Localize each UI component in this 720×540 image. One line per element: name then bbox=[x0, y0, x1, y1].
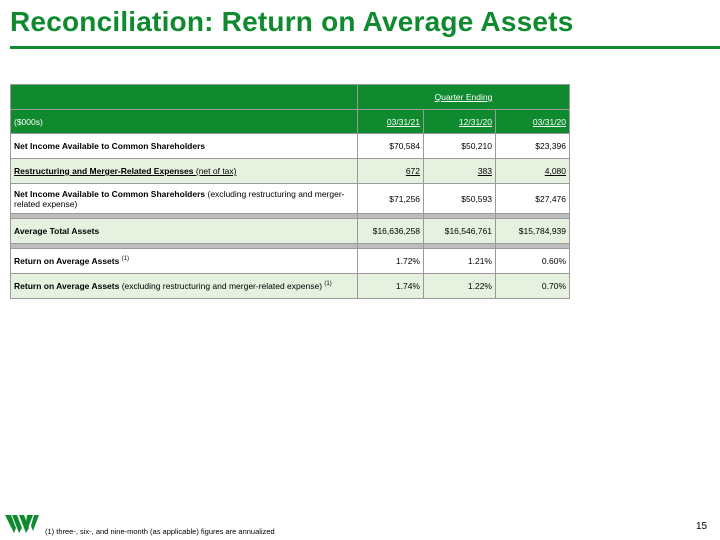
header-blank-cell bbox=[11, 85, 358, 110]
row-value: 672 bbox=[358, 159, 424, 184]
header-unit-label: ($000s) bbox=[11, 110, 358, 134]
footnote-ref: (1) bbox=[324, 281, 332, 288]
row-label: Net Income Available to Common Shareholders (excluding restructuring and merger-related expense) bbox=[11, 184, 358, 214]
row-value: $50,210 bbox=[424, 134, 496, 159]
title-divider bbox=[10, 46, 720, 49]
row-value: $27,476 bbox=[496, 184, 570, 214]
footnote-ref: (1) bbox=[121, 256, 130, 263]
row-value: 1.72% bbox=[358, 249, 424, 274]
row-value: $23,396 bbox=[496, 134, 570, 159]
table-header-row bbox=[11, 110, 570, 134]
row-value: 1.22% bbox=[424, 274, 496, 299]
row-label: Return on Average Assets (excluding restructuring and merger-related expense) $^{(1)}$ bbox=[11, 274, 358, 299]
row-label: Return on Average Assets $^{(1)}$ bbox=[11, 249, 358, 274]
header-quarter-ending: Quarter Ending bbox=[358, 85, 570, 110]
table-header-group-row bbox=[11, 85, 570, 110]
table-row bbox=[11, 184, 570, 214]
wintrust-w-logo-icon bbox=[4, 512, 40, 536]
row-label: Average Total Assets bbox=[11, 219, 358, 244]
row-label: Restructuring and Merger-Related Expenses (net of tax) bbox=[11, 159, 358, 184]
row-value: 0.60% bbox=[496, 249, 570, 274]
header-period-2: 12/31/20 bbox=[424, 110, 496, 134]
row-value: 1.21% bbox=[424, 249, 496, 274]
row-value: 0.70% bbox=[496, 274, 570, 299]
row-value: 1.74% bbox=[358, 274, 424, 299]
header-period-1: 03/31/21 bbox=[358, 110, 424, 134]
row-value: $16,636,258 bbox=[358, 219, 424, 244]
row-value: 383 bbox=[424, 159, 496, 184]
table-row bbox=[11, 274, 570, 299]
row-value: $71,256 bbox=[358, 184, 424, 214]
header-period-3: 03/31/20 bbox=[496, 110, 570, 134]
footnote-text: (1) three-, six-, and nine-month (as applicable) figures are annualized bbox=[45, 527, 275, 536]
table-row bbox=[11, 219, 570, 244]
row-value: $16,546,761 bbox=[424, 219, 496, 244]
reconciliation-table bbox=[10, 84, 570, 299]
row-value: $70,584 bbox=[358, 134, 424, 159]
table-row bbox=[11, 159, 570, 184]
page-number: 15 bbox=[696, 521, 708, 532]
row-value: $15,784,939 bbox=[496, 219, 570, 244]
page-title: Reconciliation: Return on Average Assets bbox=[10, 6, 574, 37]
table-row bbox=[11, 134, 570, 159]
table-row bbox=[11, 249, 570, 274]
row-value: 4,080 bbox=[496, 159, 570, 184]
row-value: $50,593 bbox=[424, 184, 496, 214]
row-label: Net Income Available to Common Shareholders bbox=[11, 134, 358, 159]
